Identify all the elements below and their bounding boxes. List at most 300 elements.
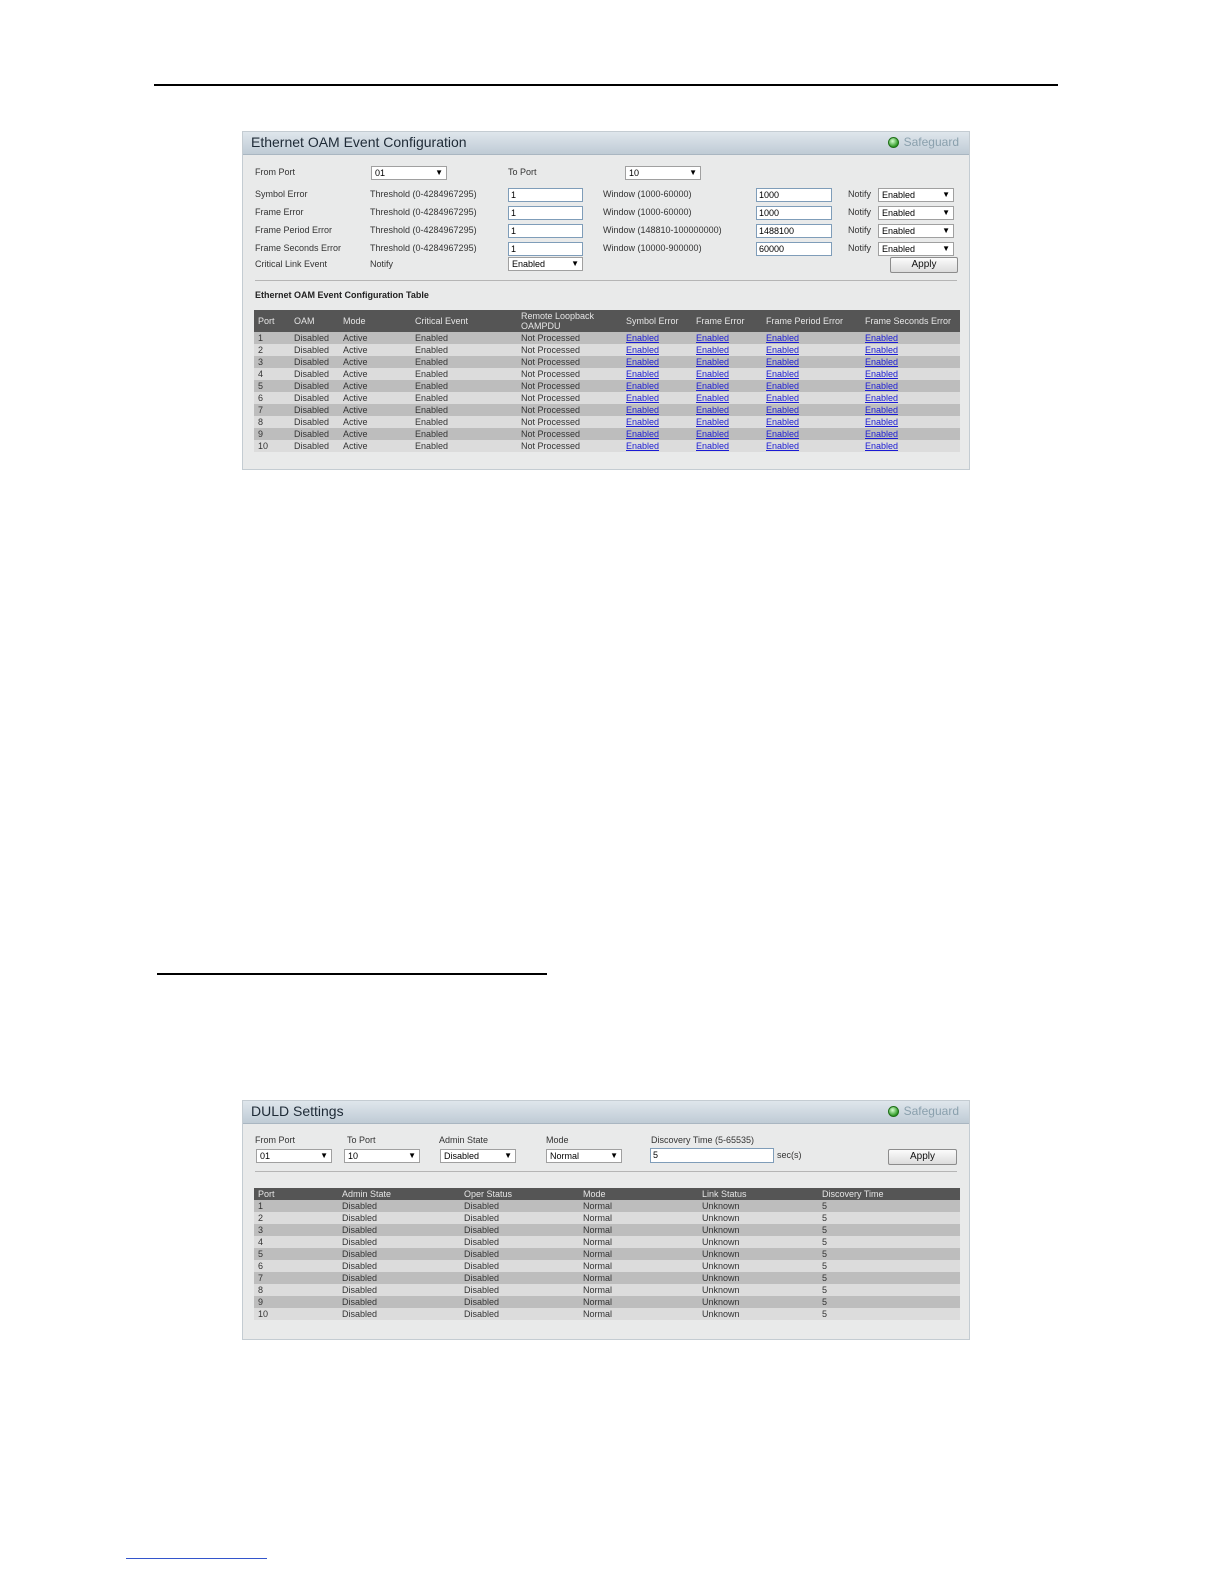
safeguard-label: Safeguard <box>903 1104 959 1118</box>
frame-period-error-link[interactable]: Enabled <box>766 405 800 415</box>
cell-admin-state: Disabled <box>338 1260 460 1272</box>
table-row <box>254 404 960 416</box>
cell-admin-state: Disabled <box>338 1272 460 1284</box>
frame-seconds-error-notify-value: Enabled <box>882 244 916 254</box>
table-row <box>254 1284 960 1296</box>
cell-oam: Disabled <box>290 428 339 440</box>
cell-frame-error <box>692 404 762 416</box>
table-row <box>254 428 960 440</box>
cell-frame-error <box>692 356 762 368</box>
duld-discovery-time-label: Discovery Time (5-65535) <box>651 1135 755 1145</box>
cell-admin-state: Disabled <box>338 1200 460 1212</box>
cell-frame-period-error <box>762 356 861 368</box>
symbol-error-window-input[interactable]: 1000 <box>756 188 832 202</box>
cell-link-status: Unknown <box>698 1308 818 1320</box>
chevron-down-icon: ▼ <box>942 226 950 235</box>
frame-error-threshold-input[interactable]: 1 <box>508 206 583 220</box>
frame-error-link[interactable]: Enabled <box>696 345 730 355</box>
column-header-discovery-time: Discovery Time <box>818 1188 960 1200</box>
symbol-error-threshold-input[interactable]: 1 <box>508 188 583 202</box>
cell-symbol-error <box>622 416 692 428</box>
cell-oper-status: Disabled <box>460 1236 579 1248</box>
cell-symbol-error <box>622 332 692 344</box>
cell-frame-period-error <box>762 368 861 380</box>
cell-frame-seconds-error <box>861 392 960 404</box>
symbol-error-notify-label: Notify <box>848 189 872 199</box>
cell-discovery-time: 5 <box>818 1272 960 1284</box>
cell-port: 9 <box>254 1296 338 1308</box>
cell-mode: Normal <box>579 1284 698 1296</box>
cell-port: 1 <box>254 332 290 344</box>
frame-period-error-link[interactable]: Enabled <box>766 429 800 439</box>
duld-unit-label: sec(s) <box>777 1150 802 1160</box>
cell-port: 10 <box>254 1308 338 1320</box>
oam-config-table <box>254 310 960 452</box>
frame-error-notify-label: Notify <box>848 207 872 217</box>
cell-frame-seconds-error <box>861 332 960 344</box>
apply-button[interactable]: Apply <box>890 257 958 273</box>
frame-period-error-notify-value: Enabled <box>882 226 916 236</box>
duld-to-port-value: 10 <box>348 1151 359 1161</box>
frame-error-window-label: Window (1000-60000) <box>603 207 692 217</box>
cell-link-status: Unknown <box>698 1248 818 1260</box>
header-rule <box>154 84 1058 86</box>
symbol-error-link[interactable]: Enabled <box>626 441 660 451</box>
cell-oper-status: Disabled <box>460 1224 579 1236</box>
duld-mode-select[interactable] <box>546 1149 622 1163</box>
cell-frame-error <box>692 380 762 392</box>
duld-table-header <box>254 1188 960 1200</box>
frame-seconds-error-link[interactable]: Enabled <box>865 345 899 355</box>
cell-discovery-time: 5 <box>818 1236 960 1248</box>
cell-frame-seconds-error <box>861 380 960 392</box>
safeguard-label: Safeguard <box>903 135 959 149</box>
frame-error-window-input[interactable]: 1000 <box>756 206 832 220</box>
cell-critical-event: Enabled <box>411 332 517 344</box>
frame-period-error-label: Frame Period Error <box>255 225 333 235</box>
cell-oam: Disabled <box>290 356 339 368</box>
cell-link-status: Unknown <box>698 1200 818 1212</box>
frame-period-error-link[interactable]: Enabled <box>766 381 800 391</box>
divider <box>255 280 957 281</box>
frame-error-link[interactable]: Enabled <box>696 417 730 427</box>
cell-port: 4 <box>254 1236 338 1248</box>
frame-seconds-error-link[interactable]: Enabled <box>865 369 899 379</box>
duld-to-port-select[interactable] <box>344 1149 420 1163</box>
frame-error-link[interactable]: Enabled <box>696 405 730 415</box>
cell-remote-loopback-oampdu: Not Processed <box>517 344 622 356</box>
table-row <box>254 1212 960 1224</box>
cell-mode: Active <box>339 368 411 380</box>
symbol-error-label: Symbol Error <box>255 189 308 199</box>
symbol-error-link[interactable]: Enabled <box>626 369 660 379</box>
cell-critical-event: Enabled <box>411 380 517 392</box>
chevron-down-icon: ▼ <box>610 1151 618 1160</box>
table-row <box>254 416 960 428</box>
frame-error-notify-value: Enabled <box>882 208 916 218</box>
cell-frame-seconds-error <box>861 440 960 452</box>
from-port-select[interactable] <box>371 166 447 180</box>
chevron-down-icon: ▼ <box>435 168 443 177</box>
table-row <box>254 392 960 404</box>
cell-frame-period-error <box>762 380 861 392</box>
cell-discovery-time: 5 <box>818 1200 960 1212</box>
cell-remote-loopback-oampdu: Not Processed <box>517 332 622 344</box>
cell-discovery-time: 5 <box>818 1284 960 1296</box>
cell-port: 6 <box>254 392 290 404</box>
duld-mode-label: Mode <box>546 1135 569 1145</box>
cell-link-status: Unknown <box>698 1296 818 1308</box>
cell-port: 4 <box>254 368 290 380</box>
column-header-frame-error: Frame Error <box>692 310 762 332</box>
frame-period-error-threshold-input[interactable]: 1 <box>508 224 583 238</box>
critical-link-event-label: Critical Link Event <box>255 259 328 269</box>
frame-seconds-error-window-label: Window (10000-900000) <box>603 243 702 253</box>
frame-period-error-notify-label: Notify <box>848 225 872 235</box>
cell-discovery-time: 5 <box>818 1248 960 1260</box>
chevron-down-icon: ▼ <box>942 208 950 217</box>
cell-remote-loopback-oampdu: Not Processed <box>517 428 622 440</box>
footer-rule <box>126 1558 267 1559</box>
frame-error-link[interactable]: Enabled <box>696 369 730 379</box>
cell-mode: Normal <box>579 1224 698 1236</box>
cell-frame-seconds-error <box>861 344 960 356</box>
frame-error-link[interactable]: Enabled <box>696 393 730 403</box>
column-header-mode: Mode <box>339 310 411 332</box>
column-header-oam: OAM <box>290 310 339 332</box>
frame-seconds-error-window-input[interactable]: 60000 <box>756 242 832 256</box>
cell-port: 5 <box>254 380 290 392</box>
cell-oam: Disabled <box>290 380 339 392</box>
cell-discovery-time: 5 <box>818 1260 960 1272</box>
cell-mode: Active <box>339 392 411 404</box>
frame-seconds-error-link[interactable]: Enabled <box>865 333 899 343</box>
frame-seconds-error-link[interactable]: Enabled <box>865 441 899 451</box>
frame-error-label: Frame Error <box>255 207 304 217</box>
frame-period-error-link[interactable]: Enabled <box>766 333 800 343</box>
cell-link-status: Unknown <box>698 1236 818 1248</box>
cell-remote-loopback-oampdu: Not Processed <box>517 356 622 368</box>
cell-critical-event: Enabled <box>411 392 517 404</box>
duld-settings-panel <box>242 1100 970 1340</box>
column-header-symbol-error: Symbol Error <box>622 310 692 332</box>
frame-seconds-error-link[interactable]: Enabled <box>865 381 899 391</box>
cell-admin-state: Disabled <box>338 1224 460 1236</box>
cell-oam: Disabled <box>290 332 339 344</box>
cell-critical-event: Enabled <box>411 356 517 368</box>
duld-apply-button[interactable]: Apply <box>888 1149 957 1165</box>
cell-port: 2 <box>254 344 290 356</box>
from-port-label: From Port <box>255 167 296 177</box>
cell-admin-state: Disabled <box>338 1284 460 1296</box>
column-header-frame-seconds-error: Frame Seconds Error <box>861 310 960 332</box>
cell-port: 2 <box>254 1212 338 1224</box>
duld-to-port-label: To Port <box>347 1135 376 1145</box>
critical-notify-label: Notify <box>370 259 394 269</box>
cell-frame-error <box>692 368 762 380</box>
cell-mode: Normal <box>579 1272 698 1284</box>
table-row <box>254 368 960 380</box>
cell-frame-error <box>692 392 762 404</box>
oam-panel-title: Ethernet OAM Event Configuration <box>251 134 467 150</box>
oam-table-title: Ethernet OAM Event Configuration Table <box>255 290 429 300</box>
cell-frame-period-error <box>762 344 861 356</box>
table-row <box>254 1260 960 1272</box>
symbol-error-link[interactable]: Enabled <box>626 357 660 367</box>
cell-symbol-error <box>622 404 692 416</box>
cell-symbol-error <box>622 344 692 356</box>
column-header-admin-state: Admin State <box>338 1188 460 1200</box>
cell-remote-loopback-oampdu: Not Processed <box>517 368 622 380</box>
critical-link-event-value: Enabled <box>512 259 546 269</box>
frame-error-link[interactable]: Enabled <box>696 357 730 367</box>
cell-port: 8 <box>254 416 290 428</box>
cell-port: 1 <box>254 1200 338 1212</box>
cell-frame-error <box>692 344 762 356</box>
frame-error-link[interactable]: Enabled <box>696 381 730 391</box>
cell-remote-loopback-oampdu: Not Processed <box>517 416 622 428</box>
cell-oam: Disabled <box>290 416 339 428</box>
cell-remote-loopback-oampdu: Not Processed <box>517 440 622 452</box>
symbol-error-threshold-label: Threshold (0-4284967295) <box>370 189 477 199</box>
table-row <box>254 380 960 392</box>
frame-seconds-error-label: Frame Seconds Error <box>255 243 342 253</box>
cell-port: 7 <box>254 404 290 416</box>
cell-frame-period-error <box>762 416 861 428</box>
chevron-down-icon: ▼ <box>942 244 950 253</box>
cell-admin-state: Disabled <box>338 1212 460 1224</box>
chevron-down-icon: ▼ <box>408 1151 416 1160</box>
chevron-down-icon: ▼ <box>504 1151 512 1160</box>
frame-error-link[interactable]: Enabled <box>696 333 730 343</box>
column-header-oper-status: Oper Status <box>460 1188 579 1200</box>
duld-panel-title: DULD Settings <box>251 1103 344 1119</box>
column-header-port: Port <box>254 310 290 332</box>
cell-oper-status: Disabled <box>460 1212 579 1224</box>
frame-seconds-error-link[interactable]: Enabled <box>865 393 899 403</box>
duld-mode-value: Normal <box>550 1151 580 1161</box>
cell-oam: Disabled <box>290 368 339 380</box>
cell-mode: Active <box>339 344 411 356</box>
symbol-error-link[interactable]: Enabled <box>626 345 660 355</box>
frame-period-error-link[interactable]: Enabled <box>766 441 800 451</box>
table-row <box>254 356 960 368</box>
frame-error-link[interactable]: Enabled <box>696 429 730 439</box>
cell-critical-event: Enabled <box>411 344 517 356</box>
cell-port: 10 <box>254 440 290 452</box>
cell-remote-loopback-oampdu: Not Processed <box>517 392 622 404</box>
cell-oam: Disabled <box>290 440 339 452</box>
cell-port: 9 <box>254 428 290 440</box>
cell-oam: Disabled <box>290 392 339 404</box>
cell-mode: Active <box>339 416 411 428</box>
cell-frame-period-error <box>762 428 861 440</box>
symbol-error-link[interactable]: Enabled <box>626 333 660 343</box>
cell-port: 3 <box>254 356 290 368</box>
critical-link-event-select[interactable] <box>508 257 583 271</box>
cell-symbol-error <box>622 368 692 380</box>
cell-mode: Active <box>339 380 411 392</box>
frame-period-error-threshold-label: Threshold (0-4284967295) <box>370 225 477 235</box>
frame-seconds-error-link[interactable]: Enabled <box>865 429 899 439</box>
table-row <box>254 1236 960 1248</box>
cell-mode: Active <box>339 356 411 368</box>
symbol-error-notify-select[interactable] <box>878 188 954 202</box>
safeguard-indicator <box>888 135 959 149</box>
cell-critical-event: Enabled <box>411 440 517 452</box>
table-row <box>254 440 960 452</box>
to-port-label: To Port <box>508 167 537 177</box>
cell-critical-event: Enabled <box>411 368 517 380</box>
frame-seconds-error-link[interactable]: Enabled <box>865 417 899 427</box>
frame-error-notify-select[interactable] <box>878 206 954 220</box>
cell-oper-status: Disabled <box>460 1260 579 1272</box>
symbol-error-link[interactable]: Enabled <box>626 429 660 439</box>
cell-oper-status: Disabled <box>460 1284 579 1296</box>
frame-seconds-error-notify-select[interactable] <box>878 242 954 256</box>
symbol-error-link[interactable]: Enabled <box>626 381 660 391</box>
frame-seconds-error-link[interactable]: Enabled <box>865 357 899 367</box>
table-row <box>254 344 960 356</box>
cell-mode: Active <box>339 428 411 440</box>
cell-port: 3 <box>254 1224 338 1236</box>
cell-admin-state: Disabled <box>338 1308 460 1320</box>
cell-oper-status: Disabled <box>460 1308 579 1320</box>
from-port-value: 01 <box>375 168 386 178</box>
cell-port: 5 <box>254 1248 338 1260</box>
cell-mode: Normal <box>579 1248 698 1260</box>
cell-mode: Normal <box>579 1236 698 1248</box>
table-row <box>254 1200 960 1212</box>
frame-error-threshold-label: Threshold (0-4284967295) <box>370 207 477 217</box>
duld-admin-state-select[interactable] <box>440 1149 516 1163</box>
cell-mode: Normal <box>579 1260 698 1272</box>
table-row <box>254 1224 960 1236</box>
table-row <box>254 1248 960 1260</box>
cell-remote-loopback-oampdu: Not Processed <box>517 380 622 392</box>
duld-from-port-label: From Port <box>255 1135 296 1145</box>
symbol-error-link[interactable]: Enabled <box>626 393 660 403</box>
frame-period-error-link[interactable]: Enabled <box>766 393 800 403</box>
frame-error-link[interactable]: Enabled <box>696 441 730 451</box>
cell-oper-status: Disabled <box>460 1272 579 1284</box>
cell-discovery-time: 5 <box>818 1308 960 1320</box>
cell-frame-seconds-error <box>861 416 960 428</box>
cell-link-status: Unknown <box>698 1272 818 1284</box>
cell-symbol-error <box>622 380 692 392</box>
chevron-down-icon: ▼ <box>320 1151 328 1160</box>
frame-seconds-error-notify-label: Notify <box>848 243 872 253</box>
cell-oper-status: Disabled <box>460 1248 579 1260</box>
cell-port: 8 <box>254 1284 338 1296</box>
table-row <box>254 1296 960 1308</box>
cell-mode: Normal <box>579 1200 698 1212</box>
cell-symbol-error <box>622 356 692 368</box>
safeguard-status-icon <box>888 137 899 148</box>
cell-mode: Active <box>339 404 411 416</box>
cell-discovery-time: 5 <box>818 1296 960 1308</box>
column-header-port: Port <box>254 1188 338 1200</box>
cell-frame-error <box>692 416 762 428</box>
column-header-link-status: Link Status <box>698 1188 818 1200</box>
symbol-error-link[interactable]: Enabled <box>626 417 660 427</box>
to-port-select[interactable] <box>625 166 701 180</box>
duld-panel-header <box>243 1101 969 1124</box>
cell-admin-state: Disabled <box>338 1236 460 1248</box>
cell-frame-error <box>692 440 762 452</box>
cell-remote-loopback-oampdu: Not Processed <box>517 404 622 416</box>
cell-mode: Active <box>339 332 411 344</box>
column-header-critical-event: Critical Event <box>411 310 517 332</box>
chevron-down-icon: ▼ <box>571 259 579 268</box>
duld-admin-state-value: Disabled <box>444 1151 480 1161</box>
cell-oam: Disabled <box>290 404 339 416</box>
divider <box>255 1171 957 1172</box>
frame-period-error-link[interactable]: Enabled <box>766 417 800 427</box>
frame-period-error-link[interactable]: Enabled <box>766 345 800 355</box>
cell-frame-error <box>692 428 762 440</box>
cell-oper-status: Disabled <box>460 1296 579 1308</box>
cell-oper-status: Disabled <box>460 1200 579 1212</box>
cell-critical-event: Enabled <box>411 416 517 428</box>
duld-table <box>254 1188 960 1320</box>
cell-symbol-error <box>622 392 692 404</box>
cell-link-status: Unknown <box>698 1224 818 1236</box>
cell-frame-seconds-error <box>861 428 960 440</box>
frame-period-error-window-input[interactable]: 1488100 <box>756 224 832 238</box>
column-header-frame-period-error: Frame Period Error <box>762 310 861 332</box>
cell-link-status: Unknown <box>698 1212 818 1224</box>
cell-symbol-error <box>622 440 692 452</box>
frame-period-error-notify-select[interactable] <box>878 224 954 238</box>
frame-seconds-error-threshold-input[interactable]: 1 <box>508 242 583 256</box>
chevron-down-icon: ▼ <box>689 168 697 177</box>
chevron-down-icon: ▼ <box>942 190 950 199</box>
cell-frame-error <box>692 332 762 344</box>
cell-mode: Active <box>339 440 411 452</box>
cell-mode: Normal <box>579 1308 698 1320</box>
duld-from-port-select[interactable] <box>256 1149 332 1163</box>
cell-critical-event: Enabled <box>411 404 517 416</box>
frame-period-error-window-label: Window (148810-100000000) <box>603 225 722 235</box>
cell-port: 7 <box>254 1272 338 1284</box>
cell-link-status: Unknown <box>698 1284 818 1296</box>
frame-period-error-link[interactable]: Enabled <box>766 369 800 379</box>
cell-frame-period-error <box>762 404 861 416</box>
symbol-error-link[interactable]: Enabled <box>626 405 660 415</box>
column-header-mode: Mode <box>579 1188 698 1200</box>
table-row <box>254 1272 960 1284</box>
table-row <box>254 1308 960 1320</box>
cell-oam: Disabled <box>290 344 339 356</box>
frame-seconds-error-link[interactable]: Enabled <box>865 405 899 415</box>
duld-admin-state-label: Admin State <box>439 1135 489 1145</box>
oam-event-panel <box>242 131 970 470</box>
cell-frame-period-error <box>762 332 861 344</box>
cell-mode: Normal <box>579 1296 698 1308</box>
section-rule <box>157 973 547 975</box>
cell-link-status: Unknown <box>698 1260 818 1272</box>
safeguard-status-icon <box>888 1106 899 1117</box>
frame-seconds-error-threshold-label: Threshold (0-4284967295) <box>370 243 477 253</box>
cell-symbol-error <box>622 428 692 440</box>
duld-from-port-value: 01 <box>260 1151 271 1161</box>
cell-frame-period-error <box>762 392 861 404</box>
frame-period-error-link[interactable]: Enabled <box>766 357 800 367</box>
oam-panel-header <box>243 132 969 155</box>
cell-discovery-time: 5 <box>818 1212 960 1224</box>
duld-discovery-time-input[interactable]: 5 <box>650 1148 774 1163</box>
